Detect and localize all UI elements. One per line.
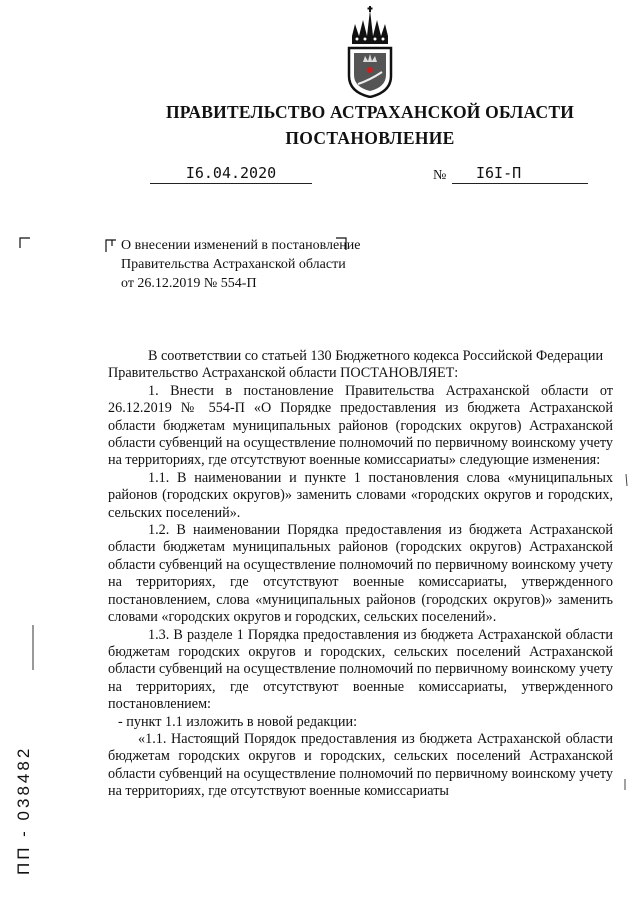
number-label: № bbox=[433, 168, 447, 183]
serial-number-vertical: ПП - 038482 bbox=[14, 745, 33, 875]
paragraph-decree: Правительство Астраханской области ПОСТАНОВЛЯЕТ: bbox=[108, 365, 459, 382]
paragraph-1: 1. Внести в постановление Правительства Астраханской области от 26.12.2019 № 554-П «О Порядке предоставления из бюджета Астраханской области бюджетам муниципальных районов (городских округов) Астраханской области субвенций на осуществление полномочий по первичному воинскому учету на территориях, где отсутствуют военные комиссариаты» следующие изменения: bbox=[108, 382, 613, 469]
paragraph-1-2: 1.2. В наименовании Порядка предоставления из бюджета Астраханской области бюджетам муниципальных районов (городских округов) Астраханской области субвенций на осуществление полномочий по первичному воинскому учету на территориях, где отсутствуют военные комиссариаты, утвержденного постановлением, слова «муниципальных районов (городских округов)» заменить словами «городских округов и городских, сельских поселений». bbox=[108, 522, 613, 626]
subject-text: О внесении изменений в постановление Правительства Астраханской области от 26.12.2019 № 554-П bbox=[121, 238, 361, 291]
paragraph-1-3: 1.3. В разделе 1 Порядка предоставления из бюджета Астраханской области бюджетам городских округов и городских, сельских поселений Астраханской области субвенций на осуществление полномочий по первичному воинскому учету на территориях, где отсутствуют военные комиссариаты, утвержденного постановлением: bbox=[108, 626, 613, 713]
document-body bbox=[108, 348, 613, 801]
paragraph-quote: «1.1. Настоящий Порядок предоставления из бюджета Астраханской области бюджетам городских округов и городских, сельских поселений Астраханской области субвенций на осуществление полномочий по первичному воинскому учету на территориях, где отсутствуют военные комиссариаты bbox=[108, 730, 613, 800]
organization-title: ПРАВИТЕЛЬСТВО АСТРАХАНСКОЙ ОБЛАСТИ bbox=[165, 102, 575, 122]
document-date: I6.04.2020 bbox=[150, 164, 312, 184]
document-number: I6I-П bbox=[476, 164, 522, 182]
document-type-title: ПОСТАНОВЛЕНИЕ bbox=[285, 128, 455, 148]
paragraph-basis: В соответствии со статьей 130 Бюджетного кодекса Российской Федерации bbox=[148, 348, 604, 364]
paragraph-item: - пункт 1.1 изложить в новой редакции: bbox=[118, 713, 358, 730]
paragraph-1-1: 1.1. В наименовании и пункте 1 постановления слова «муниципальных районов (городских округов)» заменить словами «городских округов и городских, сельских поселений». bbox=[108, 469, 613, 521]
